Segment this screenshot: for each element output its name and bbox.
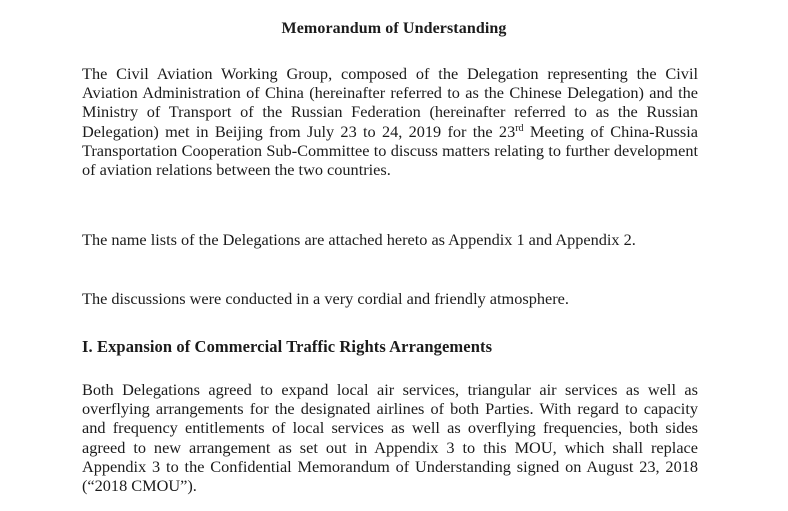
ordinal-suffix: rd — [515, 122, 524, 134]
intro-paragraph — [82, 64, 698, 179]
document-title: Memorandum of Understanding — [281, 20, 507, 37]
name-lists-paragraph: The name lists of the Delegations are attached hereto as Appendix 1 and Appendix 2. — [82, 230, 636, 249]
intro-text-part1: The Civil Aviation Working Group, composed of the Delegation representing the Civil Aviation Administration of China (hereinafter referred to as the Chinese Delegation) and the Ministry of Transport of the Russian Federation (hereinafter referred to as the Russian Delegation) met in Beijing from July 23 to 24, 2019 for the 23 — [82, 64, 698, 141]
atmosphere-paragraph: The discussions were conducted in a very cordial and friendly atmosphere. — [82, 289, 569, 308]
section-1-heading: I. Expansion of Commercial Traffic Rights Arrangements — [82, 337, 493, 356]
intro-text-part2: Meeting of China-Russia Transportation Cooperation Sub-Committee to discuss matters relating to further development of aviation relations between the two countries. — [82, 121, 699, 180]
section-1-body: Both Delegations agreed to expand local air services, triangular air services as well as overflying arrangements for the designated airlines of both Parties. With regard to capacity and frequency entitlements of local services as well as overflying frequencies, both sides agreed to new arrangement as set out in Appendix 3 to this MOU, which shall replace Appendix 3 to the Confidential Memorandum of Understanding signed on August 23, 2018 (“2018 CMOU”). — [82, 380, 698, 496]
